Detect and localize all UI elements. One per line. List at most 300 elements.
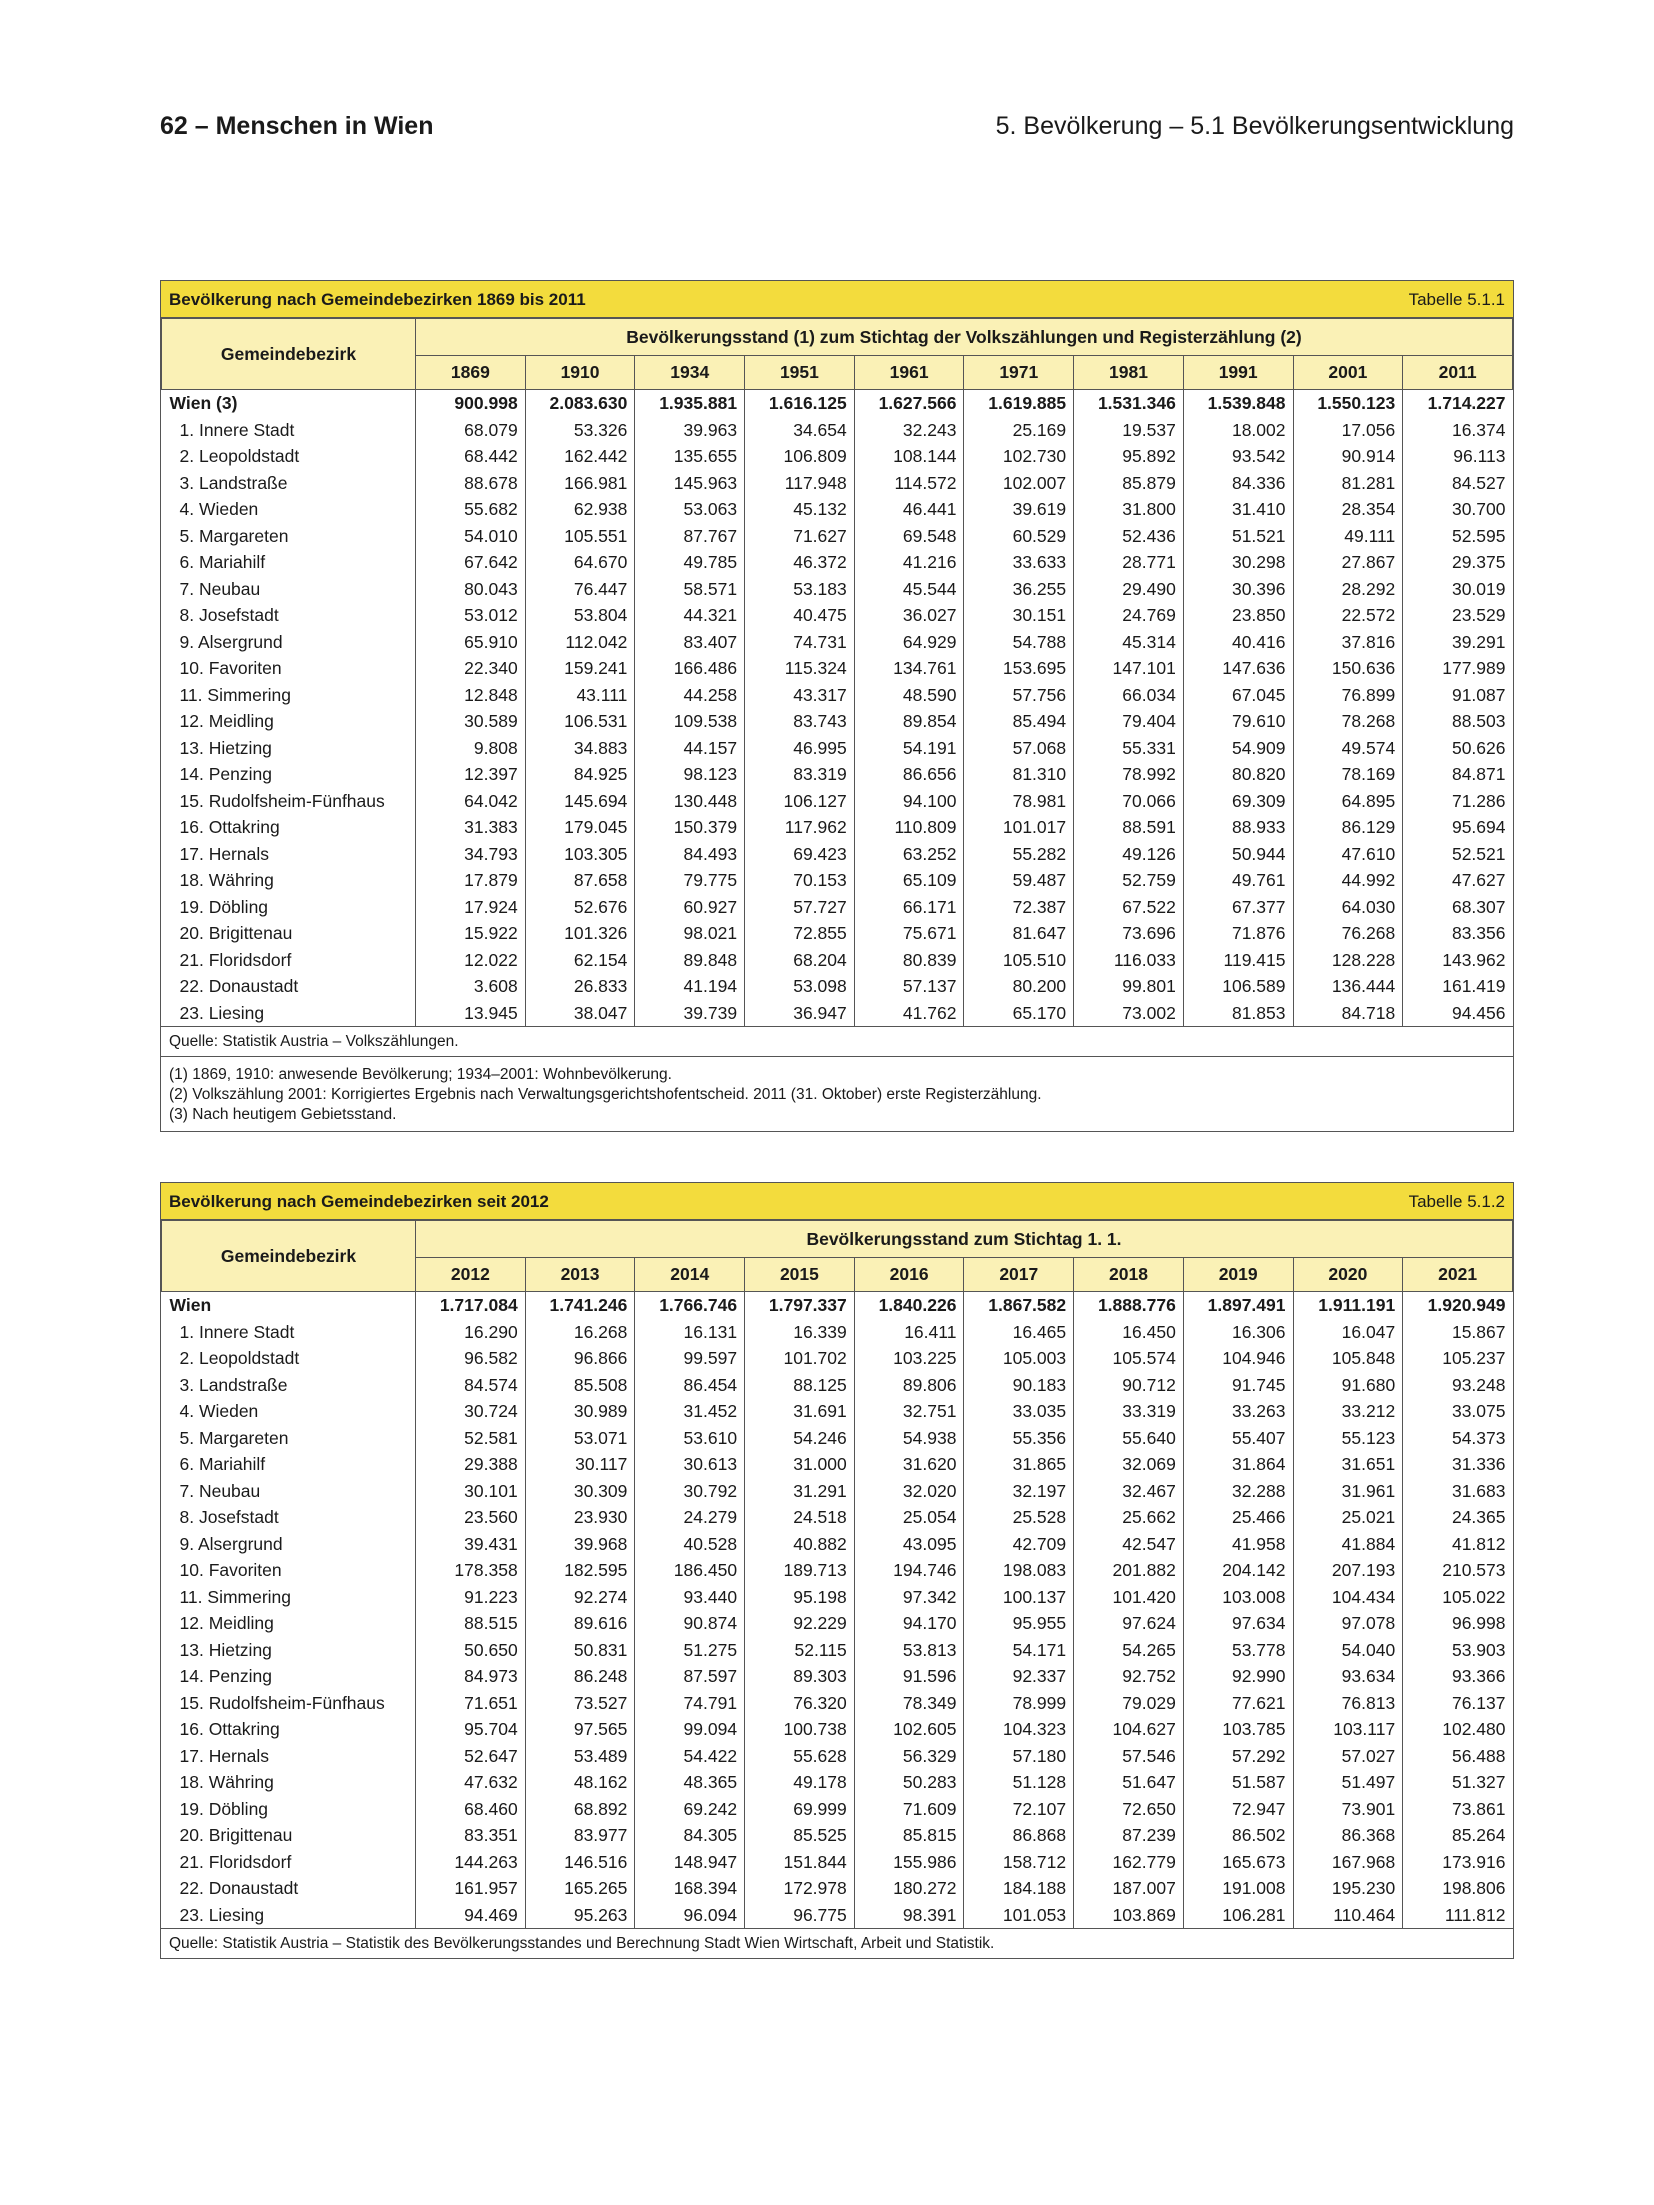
year-header: 1869 (416, 356, 526, 390)
population-value: 106.281 (1183, 1902, 1293, 1929)
data-table (161, 318, 1513, 1026)
population-value: 115.324 (745, 655, 855, 682)
district-name: 15. Rudolfsheim-Fünfhaus (179, 1692, 385, 1713)
table-row (162, 1425, 1513, 1452)
population-value: 23.529 (1403, 602, 1513, 629)
district-name: 22. Donaustadt (179, 1878, 299, 1899)
population-value: 80.839 (854, 947, 964, 974)
population-value: 49.178 (745, 1769, 855, 1796)
population-value: 179.045 (525, 814, 635, 841)
population-value: 54.788 (964, 629, 1074, 656)
population-value: 69.999 (745, 1796, 855, 1823)
population-value: 90.712 (1074, 1372, 1184, 1399)
population-value: 30.396 (1183, 576, 1293, 603)
population-value: 42.709 (964, 1531, 1074, 1558)
population-value: 95.955 (964, 1610, 1074, 1637)
district-name: 12. Meidling (179, 711, 274, 732)
table-row (162, 867, 1513, 894)
year-header: 1961 (854, 356, 964, 390)
population-value: 128.228 (1293, 947, 1403, 974)
population-value: 93.634 (1293, 1663, 1403, 1690)
population-value: 98.391 (854, 1902, 964, 1929)
population-value: 91.745 (1183, 1372, 1293, 1399)
year-header: 2021 (1403, 1258, 1513, 1292)
population-value: 67.522 (1074, 894, 1184, 921)
population-value: 143.962 (1403, 947, 1513, 974)
population-value: 54.422 (635, 1743, 745, 1770)
population-value: 23.930 (525, 1504, 635, 1531)
population-value: 1.766.746 (635, 1292, 745, 1319)
district-name: 14. Penzing (179, 1666, 272, 1687)
table-row (162, 788, 1513, 815)
population-value: 16.290 (416, 1319, 526, 1346)
population-value: 85.879 (1074, 470, 1184, 497)
population-value: 25.021 (1293, 1504, 1403, 1531)
district-name: 23. Liesing (179, 1002, 265, 1023)
population-value: 92.752 (1074, 1663, 1184, 1690)
population-value: 54.373 (1403, 1425, 1513, 1452)
page-number-title: 62 – Menschen in Wien (160, 112, 434, 140)
population-value: 53.012 (416, 602, 526, 629)
population-value: 100.137 (964, 1584, 1074, 1611)
population-value: 65.170 (964, 1000, 1074, 1027)
population-value: 71.609 (854, 1796, 964, 1823)
population-value: 186.450 (635, 1557, 745, 1584)
population-value: 84.574 (416, 1372, 526, 1399)
population-value: 78.992 (1074, 761, 1184, 788)
population-value: 53.804 (525, 602, 635, 629)
year-header: 2018 (1074, 1258, 1184, 1292)
population-value: 67.377 (1183, 894, 1293, 921)
population-value: 45.314 (1074, 629, 1184, 656)
population-value: 86.248 (525, 1663, 635, 1690)
population-value: 22.340 (416, 655, 526, 682)
table-title: Bevölkerung nach Gemeindebezirken 1869 bis 2011 (169, 290, 586, 309)
population-value: 23.850 (1183, 602, 1293, 629)
population-value: 93.366 (1403, 1663, 1513, 1690)
population-value: 101.326 (525, 920, 635, 947)
population-value: 98.123 (635, 761, 745, 788)
population-value: 28.354 (1293, 496, 1403, 523)
population-value: 57.068 (964, 735, 1074, 762)
population-value: 1.920.949 (1403, 1292, 1513, 1319)
population-value: 57.137 (854, 973, 964, 1000)
population-value: 34.793 (416, 841, 526, 868)
population-value: 162.442 (525, 443, 635, 470)
table-row (162, 443, 1513, 470)
population-value: 33.263 (1183, 1398, 1293, 1425)
district-name: 19. Döbling (179, 1798, 269, 1819)
population-value: 84.973 (416, 1663, 526, 1690)
population-value: 29.490 (1074, 576, 1184, 603)
population-value: 66.171 (854, 894, 964, 921)
population-value: 53.813 (854, 1637, 964, 1664)
population-value: 48.162 (525, 1769, 635, 1796)
population-value: 53.903 (1403, 1637, 1513, 1664)
population-value: 110.464 (1293, 1902, 1403, 1929)
population-value: 71.651 (416, 1690, 526, 1717)
population-value: 70.153 (745, 867, 855, 894)
population-value: 105.848 (1293, 1345, 1403, 1372)
population-value: 17.924 (416, 894, 526, 921)
table-row (162, 1902, 1513, 1929)
table-row (162, 1345, 1513, 1372)
year-header: 1951 (745, 356, 855, 390)
population-value: 53.098 (745, 973, 855, 1000)
population-value: 46.995 (745, 735, 855, 762)
population-value: 64.042 (416, 788, 526, 815)
population-value: 184.188 (964, 1875, 1074, 1902)
table-row (162, 417, 1513, 444)
population-value: 114.572 (854, 470, 964, 497)
footnote: (3) Nach heutigem Gebietsstand. (169, 1106, 397, 1123)
district-name: 14. Penzing (179, 764, 272, 785)
district-name: 8. Josefstadt (179, 605, 279, 626)
population-value: 1.840.226 (854, 1292, 964, 1319)
district-name: 2. Leopoldstadt (179, 446, 300, 467)
population-value: 111.812 (1403, 1902, 1513, 1929)
population-value: 158.712 (964, 1849, 1074, 1876)
population-value: 108.144 (854, 443, 964, 470)
population-value: 161.419 (1403, 973, 1513, 1000)
footnote: (1) 1869, 1910: anwesende Bevölkerung; 1934–2001: Wohnbevölkerung. (169, 1066, 672, 1083)
population-value: 53.071 (525, 1425, 635, 1452)
population-value: 900.998 (416, 390, 526, 417)
population-value: 30.700 (1403, 496, 1513, 523)
population-value: 68.307 (1403, 894, 1513, 921)
year-header: 2016 (854, 1258, 964, 1292)
population-value: 50.944 (1183, 841, 1293, 868)
district-name: 20. Brigittenau (179, 923, 293, 944)
population-value: 73.901 (1293, 1796, 1403, 1823)
population-value: 67.642 (416, 549, 526, 576)
population-value: 64.895 (1293, 788, 1403, 815)
population-value: 53.326 (525, 417, 635, 444)
population-value: 105.551 (525, 523, 635, 550)
district-name: 17. Hernals (179, 843, 269, 864)
population-value: 44.258 (635, 682, 745, 709)
table-row (162, 1504, 1513, 1531)
population-value: 53.610 (635, 1425, 745, 1452)
population-value: 85.494 (964, 708, 1074, 735)
population-value: 97.565 (525, 1716, 635, 1743)
population-value: 92.229 (745, 1610, 855, 1637)
population-value: 31.651 (1293, 1451, 1403, 1478)
population-value: 49.785 (635, 549, 745, 576)
population-value: 106.809 (745, 443, 855, 470)
population-value: 9.808 (416, 735, 526, 762)
population-value: 106.127 (745, 788, 855, 815)
table-row (162, 894, 1513, 921)
population-value: 85.264 (1403, 1822, 1513, 1849)
population-value: 69.242 (635, 1796, 745, 1823)
population-value: 195.230 (1293, 1875, 1403, 1902)
population-value: 68.892 (525, 1796, 635, 1823)
population-value: 84.718 (1293, 1000, 1403, 1027)
population-value: 73.696 (1074, 920, 1184, 947)
table-row (162, 1372, 1513, 1399)
table-row (162, 1000, 1513, 1027)
population-value: 87.597 (635, 1663, 745, 1690)
population-value: 104.946 (1183, 1345, 1293, 1372)
population-value: 94.170 (854, 1610, 964, 1637)
population-value: 95.704 (416, 1716, 526, 1743)
district-name: 13. Hietzing (179, 737, 272, 758)
population-value: 41.884 (1293, 1531, 1403, 1558)
population-value: 32.020 (854, 1478, 964, 1505)
population-value: 64.030 (1293, 894, 1403, 921)
table-row (162, 576, 1513, 603)
population-value: 103.785 (1183, 1716, 1293, 1743)
chapter-title: 5. Bevölkerung – 5.1 Bevölkerungsentwicklung (995, 112, 1514, 140)
population-value: 50.831 (525, 1637, 635, 1664)
population-value: 25.662 (1074, 1504, 1184, 1531)
population-value: 3.608 (416, 973, 526, 1000)
population-value: 97.078 (1293, 1610, 1403, 1637)
population-value: 25.169 (964, 417, 1074, 444)
population-value: 41.762 (854, 1000, 964, 1027)
population-value: 95.198 (745, 1584, 855, 1611)
population-value: 46.441 (854, 496, 964, 523)
population-value: 86.454 (635, 1372, 745, 1399)
population-value: 30.019 (1403, 576, 1513, 603)
population-value: 88.933 (1183, 814, 1293, 841)
population-value: 89.303 (745, 1663, 855, 1690)
population-value: 145.963 (635, 470, 745, 497)
population-value: 83.319 (745, 761, 855, 788)
population-value: 81.647 (964, 920, 1074, 947)
population-value: 62.938 (525, 496, 635, 523)
population-value: 87.767 (635, 523, 745, 550)
population-value: 76.447 (525, 576, 635, 603)
population-value: 1.797.337 (745, 1292, 855, 1319)
population-value: 83.743 (745, 708, 855, 735)
year-header: 2015 (745, 1258, 855, 1292)
population-value: 167.968 (1293, 1849, 1403, 1876)
district-name: Wien (3) (162, 390, 416, 417)
population-value: 51.521 (1183, 523, 1293, 550)
population-value: 1.741.246 (525, 1292, 635, 1319)
population-value: 81.853 (1183, 1000, 1293, 1027)
population-value: 27.867 (1293, 549, 1403, 576)
population-value: 80.200 (964, 973, 1074, 1000)
population-value: 83.356 (1403, 920, 1513, 947)
population-value: 201.882 (1074, 1557, 1184, 1584)
population-value: 64.929 (854, 629, 964, 656)
population-value: 47.627 (1403, 867, 1513, 894)
district-name: 18. Währing (179, 1772, 274, 1793)
table-row (162, 1822, 1513, 1849)
population-value: 69.423 (745, 841, 855, 868)
table-5-1-2 (160, 1182, 1514, 1959)
district-name: 3. Landstraße (179, 472, 288, 493)
data-table (161, 1220, 1513, 1928)
population-value: 72.947 (1183, 1796, 1293, 1823)
population-value: 39.963 (635, 417, 745, 444)
population-value: 78.268 (1293, 708, 1403, 735)
population-value: 153.695 (964, 655, 1074, 682)
population-value: 66.034 (1074, 682, 1184, 709)
population-value: 62.154 (525, 947, 635, 974)
district-name: 10. Favoriten (179, 658, 282, 679)
population-value: 2.083.630 (525, 390, 635, 417)
population-value: 84.493 (635, 841, 745, 868)
population-value: 177.989 (1403, 655, 1513, 682)
table-row (162, 1690, 1513, 1717)
district-name: 16. Ottakring (179, 1719, 280, 1740)
population-value: 76.813 (1293, 1690, 1403, 1717)
footnote: (2) Volkszählung 2001: Korrigiertes Ergebnis nach Verwaltungsgerichtshofentscheid. 2011 (31. Oktober) erste Registerzählung. (169, 1086, 1042, 1103)
population-value: 51.128 (964, 1769, 1074, 1796)
population-value: 55.331 (1074, 735, 1184, 762)
population-value: 96.998 (1403, 1610, 1513, 1637)
population-value: 150.636 (1293, 655, 1403, 682)
population-value: 85.815 (854, 1822, 964, 1849)
population-value: 73.527 (525, 1690, 635, 1717)
population-value: 92.274 (525, 1584, 635, 1611)
population-value: 56.488 (1403, 1743, 1513, 1770)
district-name: 4. Wieden (179, 499, 259, 520)
population-value: 97.342 (854, 1584, 964, 1611)
population-value: 1.935.881 (635, 390, 745, 417)
population-value: 76.268 (1293, 920, 1403, 947)
population-value: 84.527 (1403, 470, 1513, 497)
population-value: 13.945 (416, 1000, 526, 1027)
population-value: 51.647 (1074, 1769, 1184, 1796)
population-value: 72.650 (1074, 1796, 1184, 1823)
table-row (162, 523, 1513, 550)
table-row (162, 496, 1513, 523)
population-value: 165.265 (525, 1875, 635, 1902)
population-value: 36.255 (964, 576, 1074, 603)
population-value: 76.899 (1293, 682, 1403, 709)
population-value: 41.812 (1403, 1531, 1513, 1558)
population-value: 1.627.566 (854, 390, 964, 417)
population-value: 78.999 (964, 1690, 1074, 1717)
population-value: 147.101 (1074, 655, 1184, 682)
population-value: 16.131 (635, 1319, 745, 1346)
population-value: 41.958 (1183, 1531, 1293, 1558)
population-value: 41.194 (635, 973, 745, 1000)
table-number: Tabelle 5.1.2 (1408, 1192, 1505, 1211)
population-value: 17.879 (416, 867, 526, 894)
table-row (162, 1875, 1513, 1902)
table-row (162, 1398, 1513, 1425)
population-value: 81.310 (964, 761, 1074, 788)
population-value: 49.761 (1183, 867, 1293, 894)
population-value: 88.125 (745, 1372, 855, 1399)
population-value: 89.616 (525, 1610, 635, 1637)
population-value: 1.539.848 (1183, 390, 1293, 417)
population-value: 100.738 (745, 1716, 855, 1743)
population-value: 89.806 (854, 1372, 964, 1399)
table-5-1-1 (160, 280, 1514, 1132)
population-value: 64.670 (525, 549, 635, 576)
population-value: 39.739 (635, 1000, 745, 1027)
population-value: 16.374 (1403, 417, 1513, 444)
table-row (162, 735, 1513, 762)
table-row (162, 1743, 1513, 1770)
population-value: 44.992 (1293, 867, 1403, 894)
population-value: 74.791 (635, 1690, 745, 1717)
population-value: 91.680 (1293, 1372, 1403, 1399)
population-value: 57.180 (964, 1743, 1074, 1770)
year-header: 2014 (635, 1258, 745, 1292)
population-value: 44.157 (635, 735, 745, 762)
population-value: 68.079 (416, 417, 526, 444)
table-row (162, 1584, 1513, 1611)
population-value: 109.538 (635, 708, 745, 735)
table-row (162, 708, 1513, 735)
population-value: 53.183 (745, 576, 855, 603)
year-header: 1981 (1074, 356, 1184, 390)
population-value: 31.452 (635, 1398, 745, 1425)
population-value: 30.613 (635, 1451, 745, 1478)
population-value: 57.027 (1293, 1743, 1403, 1770)
district-name: 20. Brigittenau (179, 1825, 293, 1846)
population-value: 173.916 (1403, 1849, 1513, 1876)
table-row (162, 1319, 1513, 1346)
population-value: 101.017 (964, 814, 1074, 841)
population-value: 54.010 (416, 523, 526, 550)
population-value: 104.627 (1074, 1716, 1184, 1743)
district-name: 15. Rudolfsheim-Fünfhaus (179, 790, 385, 811)
total-row (162, 1292, 1513, 1319)
population-value: 79.404 (1074, 708, 1184, 735)
table-row (162, 920, 1513, 947)
population-value: 30.151 (964, 602, 1074, 629)
table-row (162, 1849, 1513, 1876)
population-value: 65.109 (854, 867, 964, 894)
population-value: 32.197 (964, 1478, 1074, 1505)
population-value: 99.597 (635, 1345, 745, 1372)
population-value: 45.544 (854, 576, 964, 603)
population-value: 39.431 (416, 1531, 526, 1558)
year-header: 2017 (964, 1258, 1074, 1292)
population-value: 52.759 (1074, 867, 1184, 894)
population-value: 147.636 (1183, 655, 1293, 682)
district-name: 6. Mariahilf (179, 552, 266, 573)
population-value: 76.137 (1403, 1690, 1513, 1717)
district-name: 21. Floridsdorf (179, 1851, 292, 1872)
table-row (162, 947, 1513, 974)
population-value: 16.411 (854, 1319, 964, 1346)
population-value: 96.094 (635, 1902, 745, 1929)
population-value: 32.751 (854, 1398, 964, 1425)
population-value: 32.243 (854, 417, 964, 444)
population-value: 44.321 (635, 602, 745, 629)
population-value: 94.100 (854, 788, 964, 815)
table-row (162, 1637, 1513, 1664)
population-value: 47.632 (416, 1769, 526, 1796)
population-value: 71.876 (1183, 920, 1293, 947)
population-value: 16.047 (1293, 1319, 1403, 1346)
population-value: 30.724 (416, 1398, 526, 1425)
population-value: 90.874 (635, 1610, 745, 1637)
population-value: 49.126 (1074, 841, 1184, 868)
column-header-district: Gemeindebezirk (162, 1221, 416, 1292)
year-header: 1934 (635, 356, 745, 390)
population-value: 57.756 (964, 682, 1074, 709)
district-name: 18. Währing (179, 870, 274, 891)
population-value: 180.272 (854, 1875, 964, 1902)
population-value: 96.775 (745, 1902, 855, 1929)
table-title-bar (161, 281, 1513, 318)
population-value: 90.183 (964, 1372, 1074, 1399)
population-value: 24.769 (1074, 602, 1184, 629)
population-value: 26.833 (525, 973, 635, 1000)
population-value: 78.169 (1293, 761, 1403, 788)
